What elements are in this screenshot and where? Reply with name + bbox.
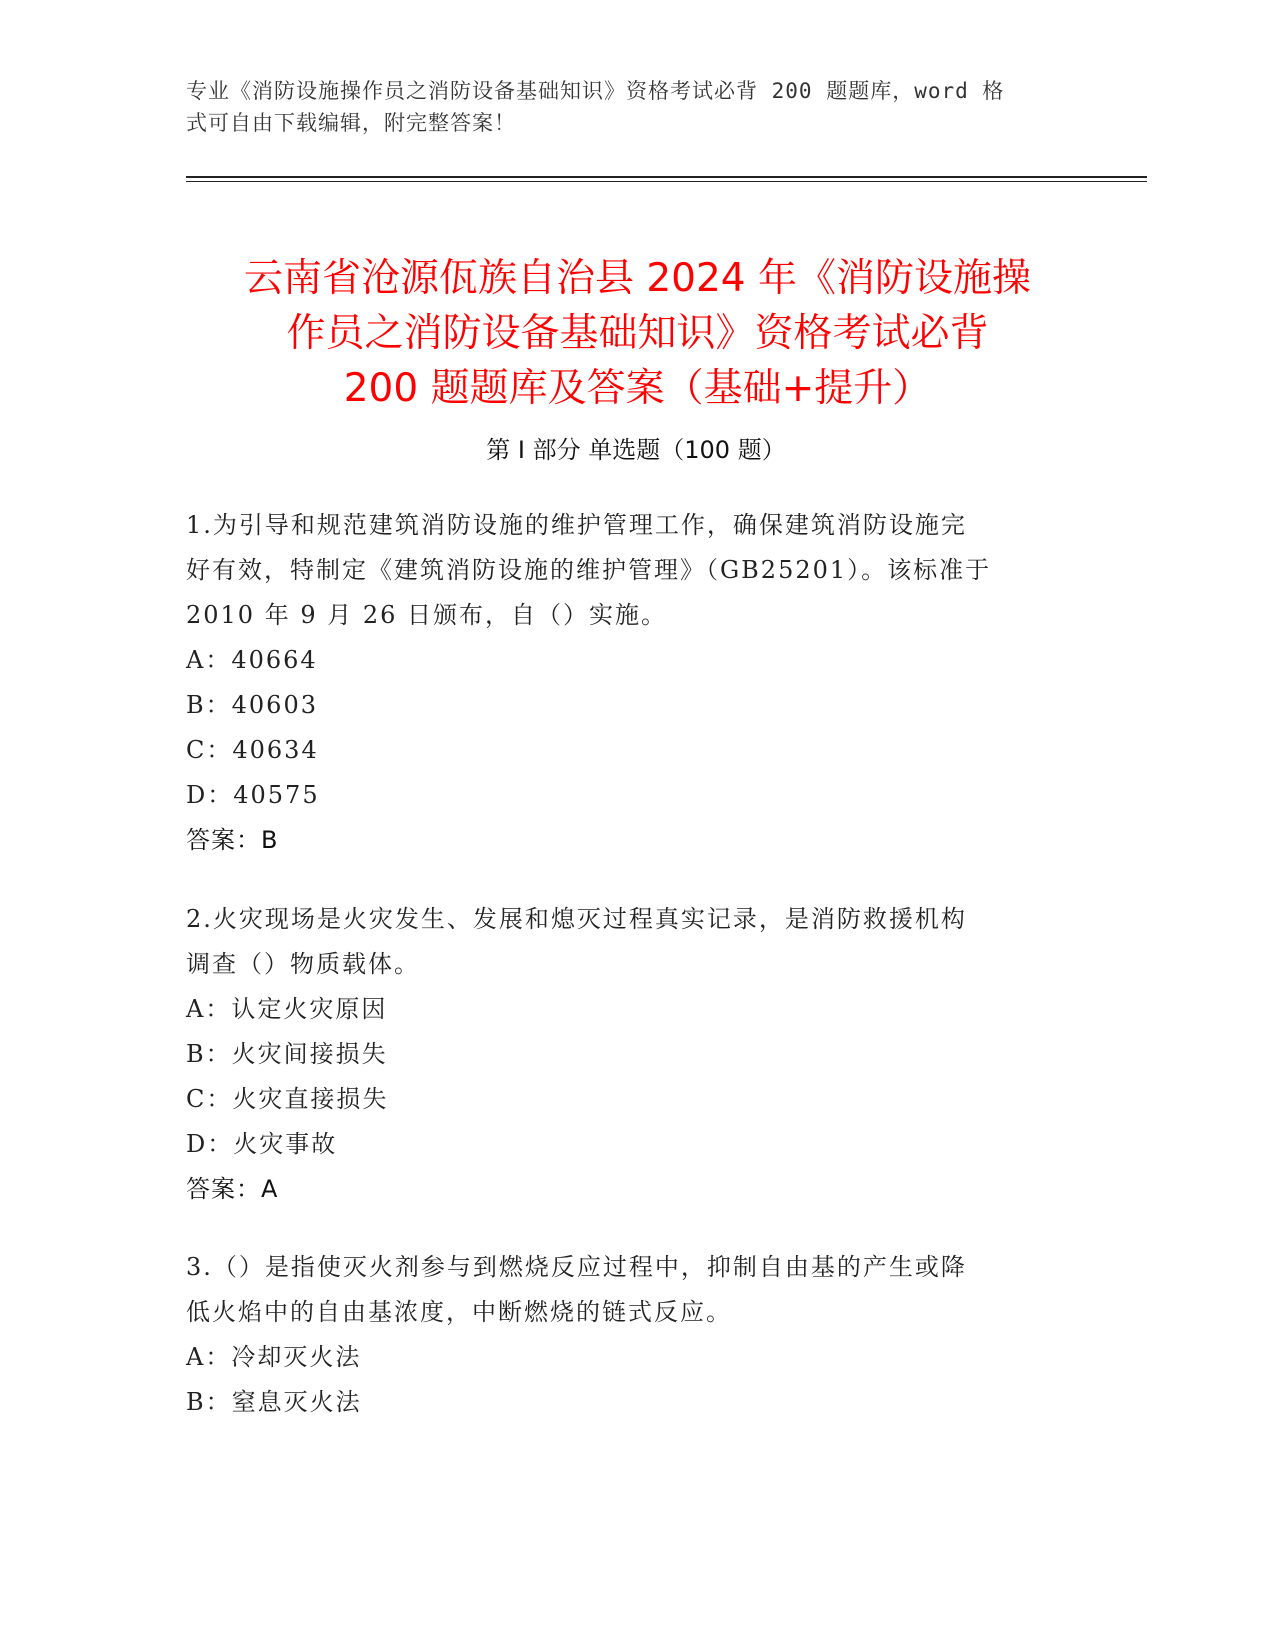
question-3-option-a: A：冷却灭火法 [186,1343,362,1371]
question-1-option-b: B：40603 [186,691,318,719]
question-1-text [186,503,1086,638]
document-title-line-1: 云南省沧源佤族自治县 2024 年《消防设施操 [243,256,1032,302]
question-3-text-line-1: 3.（）是指使灭火剂参与到燃烧反应过程中，抑制自由基的产生或降 [186,1253,967,1281]
question-2-text-line-2: 调查（）物质载体。 [186,950,420,978]
question-3-text [186,1245,1086,1335]
question-2-text-line-1: 2.火灾现场是火灾发生、发展和熄灭过程真实记录，是消防救援机构 [186,905,967,933]
question-1-text-line-2: 好有效，特制定《建筑消防设施的维护管理》（GB25201）。该标准于 [186,556,992,584]
header-note-line-2: 式可自由下载编辑，附完整答案！ [186,111,516,135]
question-3-option-b: B：窒息灭火法 [186,1388,362,1416]
question-1-option-d: D：40575 [186,781,320,809]
header-divider-thin [186,181,1147,182]
document-title-line-3: 200 题题库及答案（基础+提升） [343,366,932,412]
question-1 [186,503,1086,863]
question-1-option-a: A：40664 [186,646,318,674]
document-title-line-2: 作员之消防设备基础知识》资格考试必背 [286,311,989,357]
question-2-option-b: B：火灾间接损失 [186,1040,388,1068]
question-2 [186,897,1086,1212]
question-1-text-line-3: 2010 年 9 月 26 日颁布，自（）实施。 [186,601,668,629]
header-note-line-1: 专业《消防设施操作员之消防设备基础知识》资格考试必背 200 题题库，word 格 [186,79,1005,103]
question-3-text-line-2: 低火焰中的自由基浓度，中断燃烧的链式反应。 [186,1298,732,1326]
question-2-text [186,897,1086,987]
question-2-option-d: D：火灾事故 [186,1130,338,1158]
question-1-option-c: C：40634 [186,736,319,764]
question-2-option-a: A：认定火灾原因 [186,995,388,1023]
question-2-option-c: C：火灾直接损失 [186,1085,389,1113]
header-divider-thick [186,176,1147,178]
section-heading: 第 I 部分 单选题（100 题） [486,436,786,464]
question-1-text-line-1: 1.为引导和规范建筑消防设施的维护管理工作，确保建筑消防设施完 [186,511,967,539]
document-title [170,251,1105,416]
question-3 [186,1245,1086,1425]
header-note [186,75,1076,139]
question-2-answer: 答案：A [186,1175,279,1203]
question-1-answer: 答案：B [186,826,279,854]
